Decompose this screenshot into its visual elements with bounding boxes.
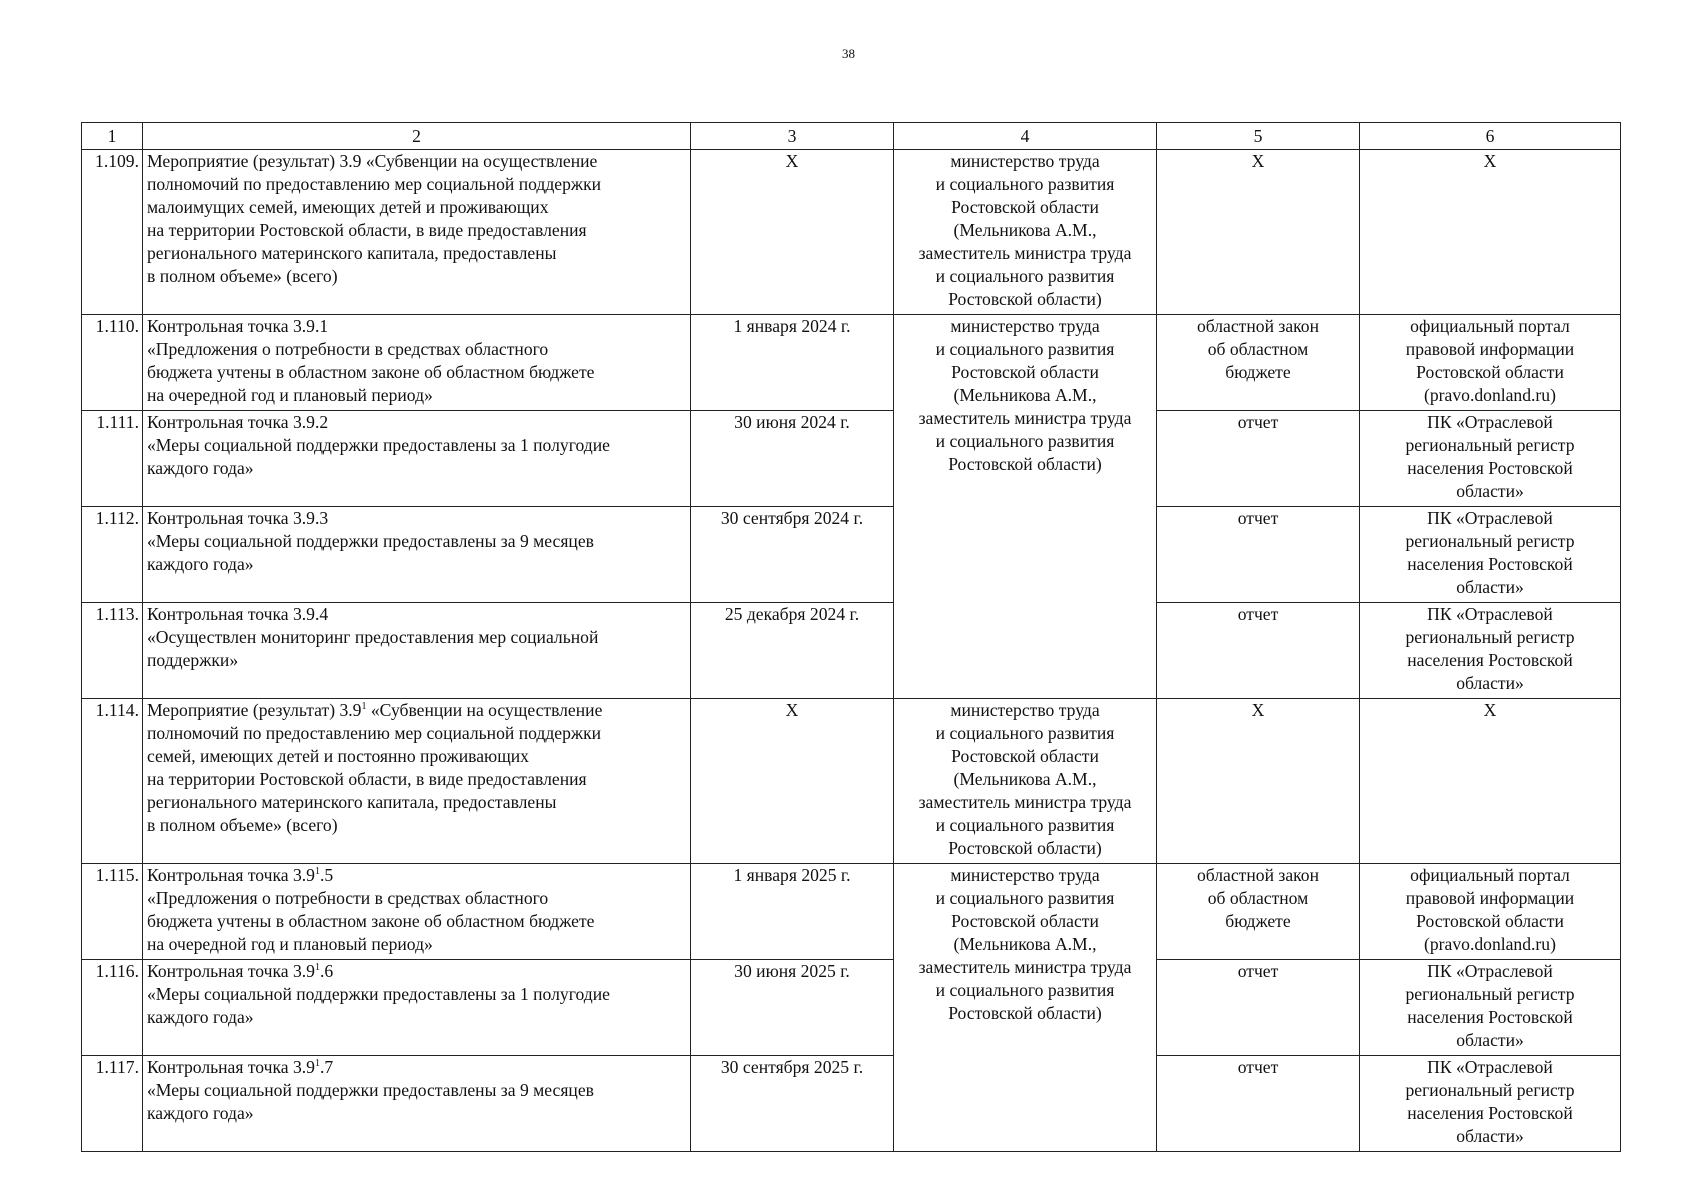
table-header-row [82, 123, 1621, 150]
row-document: Х [1157, 150, 1360, 315]
superscript: 1 [314, 866, 320, 878]
row-date: 30 июня 2024 г. [691, 411, 894, 507]
row-name: Мероприятие (результат) 3.9 «Субвенции на осуществление полномочий по предоставлению мер социальной поддержки малоимущих семей, имеющих детей и проживающих на территории Ростовской области, в виде предоставления регионального материнского капитала, предоставлены в полном объеме» (всего) [143, 150, 691, 315]
row-document: отчет [1157, 1056, 1360, 1152]
row-date: Х [691, 699, 894, 864]
row-responsible: министерство труда и социального развития Ростовской области (Мельникова А.М., заместитель министра труда и социального развития Ростовской области) [894, 315, 1157, 699]
row-name-rest: .5 «Предложения о потребности в средствах областного бюджета учтены в областном законе об областном бюджете на очередной год и плановый период» [147, 865, 595, 954]
column-header: 2 [143, 123, 691, 150]
row-date: 25 декабря 2024 г. [691, 603, 894, 699]
row-name-prefix: Контрольная точка 3.9 [147, 865, 315, 885]
row-document: отчет [1157, 960, 1360, 1056]
row-number: 1.113. [82, 603, 143, 699]
row-number: 1.117. [82, 1056, 143, 1152]
row-name: Контрольная точка 3.9.3 «Меры социальной поддержки предоставлены за 9 месяцев каждого года» [143, 507, 691, 603]
row-date: Х [691, 150, 894, 315]
row-source: ПК «Отраслевой региональный регистр населения Ростовской области» [1360, 411, 1621, 507]
row-name-rest: .7 «Меры социальной поддержки предоставлены за 9 месяцев каждого года» [147, 1057, 594, 1123]
row-name-prefix: Контрольная точка 3.9 [147, 961, 315, 981]
row-document: областной закон об областном бюджете [1157, 864, 1360, 960]
row-number: 1.116. [82, 960, 143, 1056]
row-date: 30 сентября 2025 г. [691, 1056, 894, 1152]
row-responsible: министерство труда и социального развития Ростовской области (Мельникова А.М., заместитель министра труда и социального развития Ростовской области) [894, 699, 1157, 864]
column-header: 3 [691, 123, 894, 150]
row-document: Х [1157, 699, 1360, 864]
row-name-rest: «Субвенции на осуществление полномочий по предоставлению мер социальной поддержки семей, имеющих детей и постоянно проживающих на территории Ростовской области, в виде предоставления регионального материнского капитала, предоставлены в полном объеме» (всего) [147, 700, 603, 835]
row-date: 1 января 2024 г. [691, 315, 894, 411]
row-number: 1.112. [82, 507, 143, 603]
superscript: 1 [314, 962, 320, 974]
row-number: 1.109. [82, 150, 143, 315]
row-number: 1.115. [82, 864, 143, 960]
table-row [82, 150, 1621, 315]
row-name [143, 699, 691, 864]
row-name [143, 1056, 691, 1152]
row-name-prefix: Мероприятие (результат) 3.9 [147, 700, 362, 720]
column-header: 4 [894, 123, 1157, 150]
row-number: 1.111. [82, 411, 143, 507]
row-source: официальный портал правовой информации Ростовской области (pravo.donland.ru) [1360, 864, 1621, 960]
row-name: Контрольная точка 3.9.2 «Меры социальной поддержки предоставлены за 1 полугодие каждого года» [143, 411, 691, 507]
superscript: 1 [314, 1058, 320, 1070]
row-number: 1.110. [82, 315, 143, 411]
row-source: ПК «Отраслевой региональный регистр населения Ростовской области» [1360, 603, 1621, 699]
column-header: 6 [1360, 123, 1621, 150]
row-name: Контрольная точка 3.9.1 «Предложения о потребности в средствах областного бюджета учтены в областном законе об областном бюджете на очередной год и плановый период» [143, 315, 691, 411]
row-source: ПК «Отраслевой региональный регистр населения Ростовской области» [1360, 960, 1621, 1056]
row-document: отчет [1157, 507, 1360, 603]
row-source: официальный портал правовой информации Ростовской области (pravo.donland.ru) [1360, 315, 1621, 411]
row-name-rest: .6 «Меры социальной поддержки предоставлены за 1 полугодие каждого года» [147, 961, 610, 1027]
row-document: отчет [1157, 411, 1360, 507]
row-document: отчет [1157, 603, 1360, 699]
table-row [82, 960, 1621, 1056]
row-responsible: министерство труда и социального развития Ростовской области (Мельникова А.М., заместитель министра труда и социального развития Ростовской области) [894, 864, 1157, 1152]
table-row [82, 699, 1621, 864]
row-source: ПК «Отраслевой региональный регистр населения Ростовской области» [1360, 1056, 1621, 1152]
row-date: 30 июня 2025 г. [691, 960, 894, 1056]
row-name: Контрольная точка 3.9.4 «Осуществлен мониторинг предоставления мер социальной поддержки» [143, 603, 691, 699]
table-row [82, 411, 1621, 507]
row-name [143, 960, 691, 1056]
row-document: областной закон об областном бюджете [1157, 315, 1360, 411]
table-row [82, 603, 1621, 699]
row-name [143, 864, 691, 960]
table-row [82, 1056, 1621, 1152]
column-header: 5 [1157, 123, 1360, 150]
table-row [82, 315, 1621, 411]
row-source: Х [1360, 150, 1621, 315]
row-responsible: министерство труда и социального развития Ростовской области (Мельникова А.М., заместитель министра труда и социального развития Ростовской области) [894, 150, 1157, 315]
row-source: Х [1360, 699, 1621, 864]
row-date: 30 сентября 2024 г. [691, 507, 894, 603]
row-source: ПК «Отраслевой региональный регистр населения Ростовской области» [1360, 507, 1621, 603]
table-row [82, 507, 1621, 603]
column-header: 1 [82, 123, 143, 150]
plan-table [81, 122, 1621, 1152]
page-number: 38 [842, 46, 855, 61]
table-row [82, 864, 1621, 960]
row-name-prefix: Контрольная точка 3.9 [147, 1057, 315, 1077]
row-number: 1.114. [82, 699, 143, 864]
row-date: 1 января 2025 г. [691, 864, 894, 960]
superscript: 1 [361, 701, 367, 713]
